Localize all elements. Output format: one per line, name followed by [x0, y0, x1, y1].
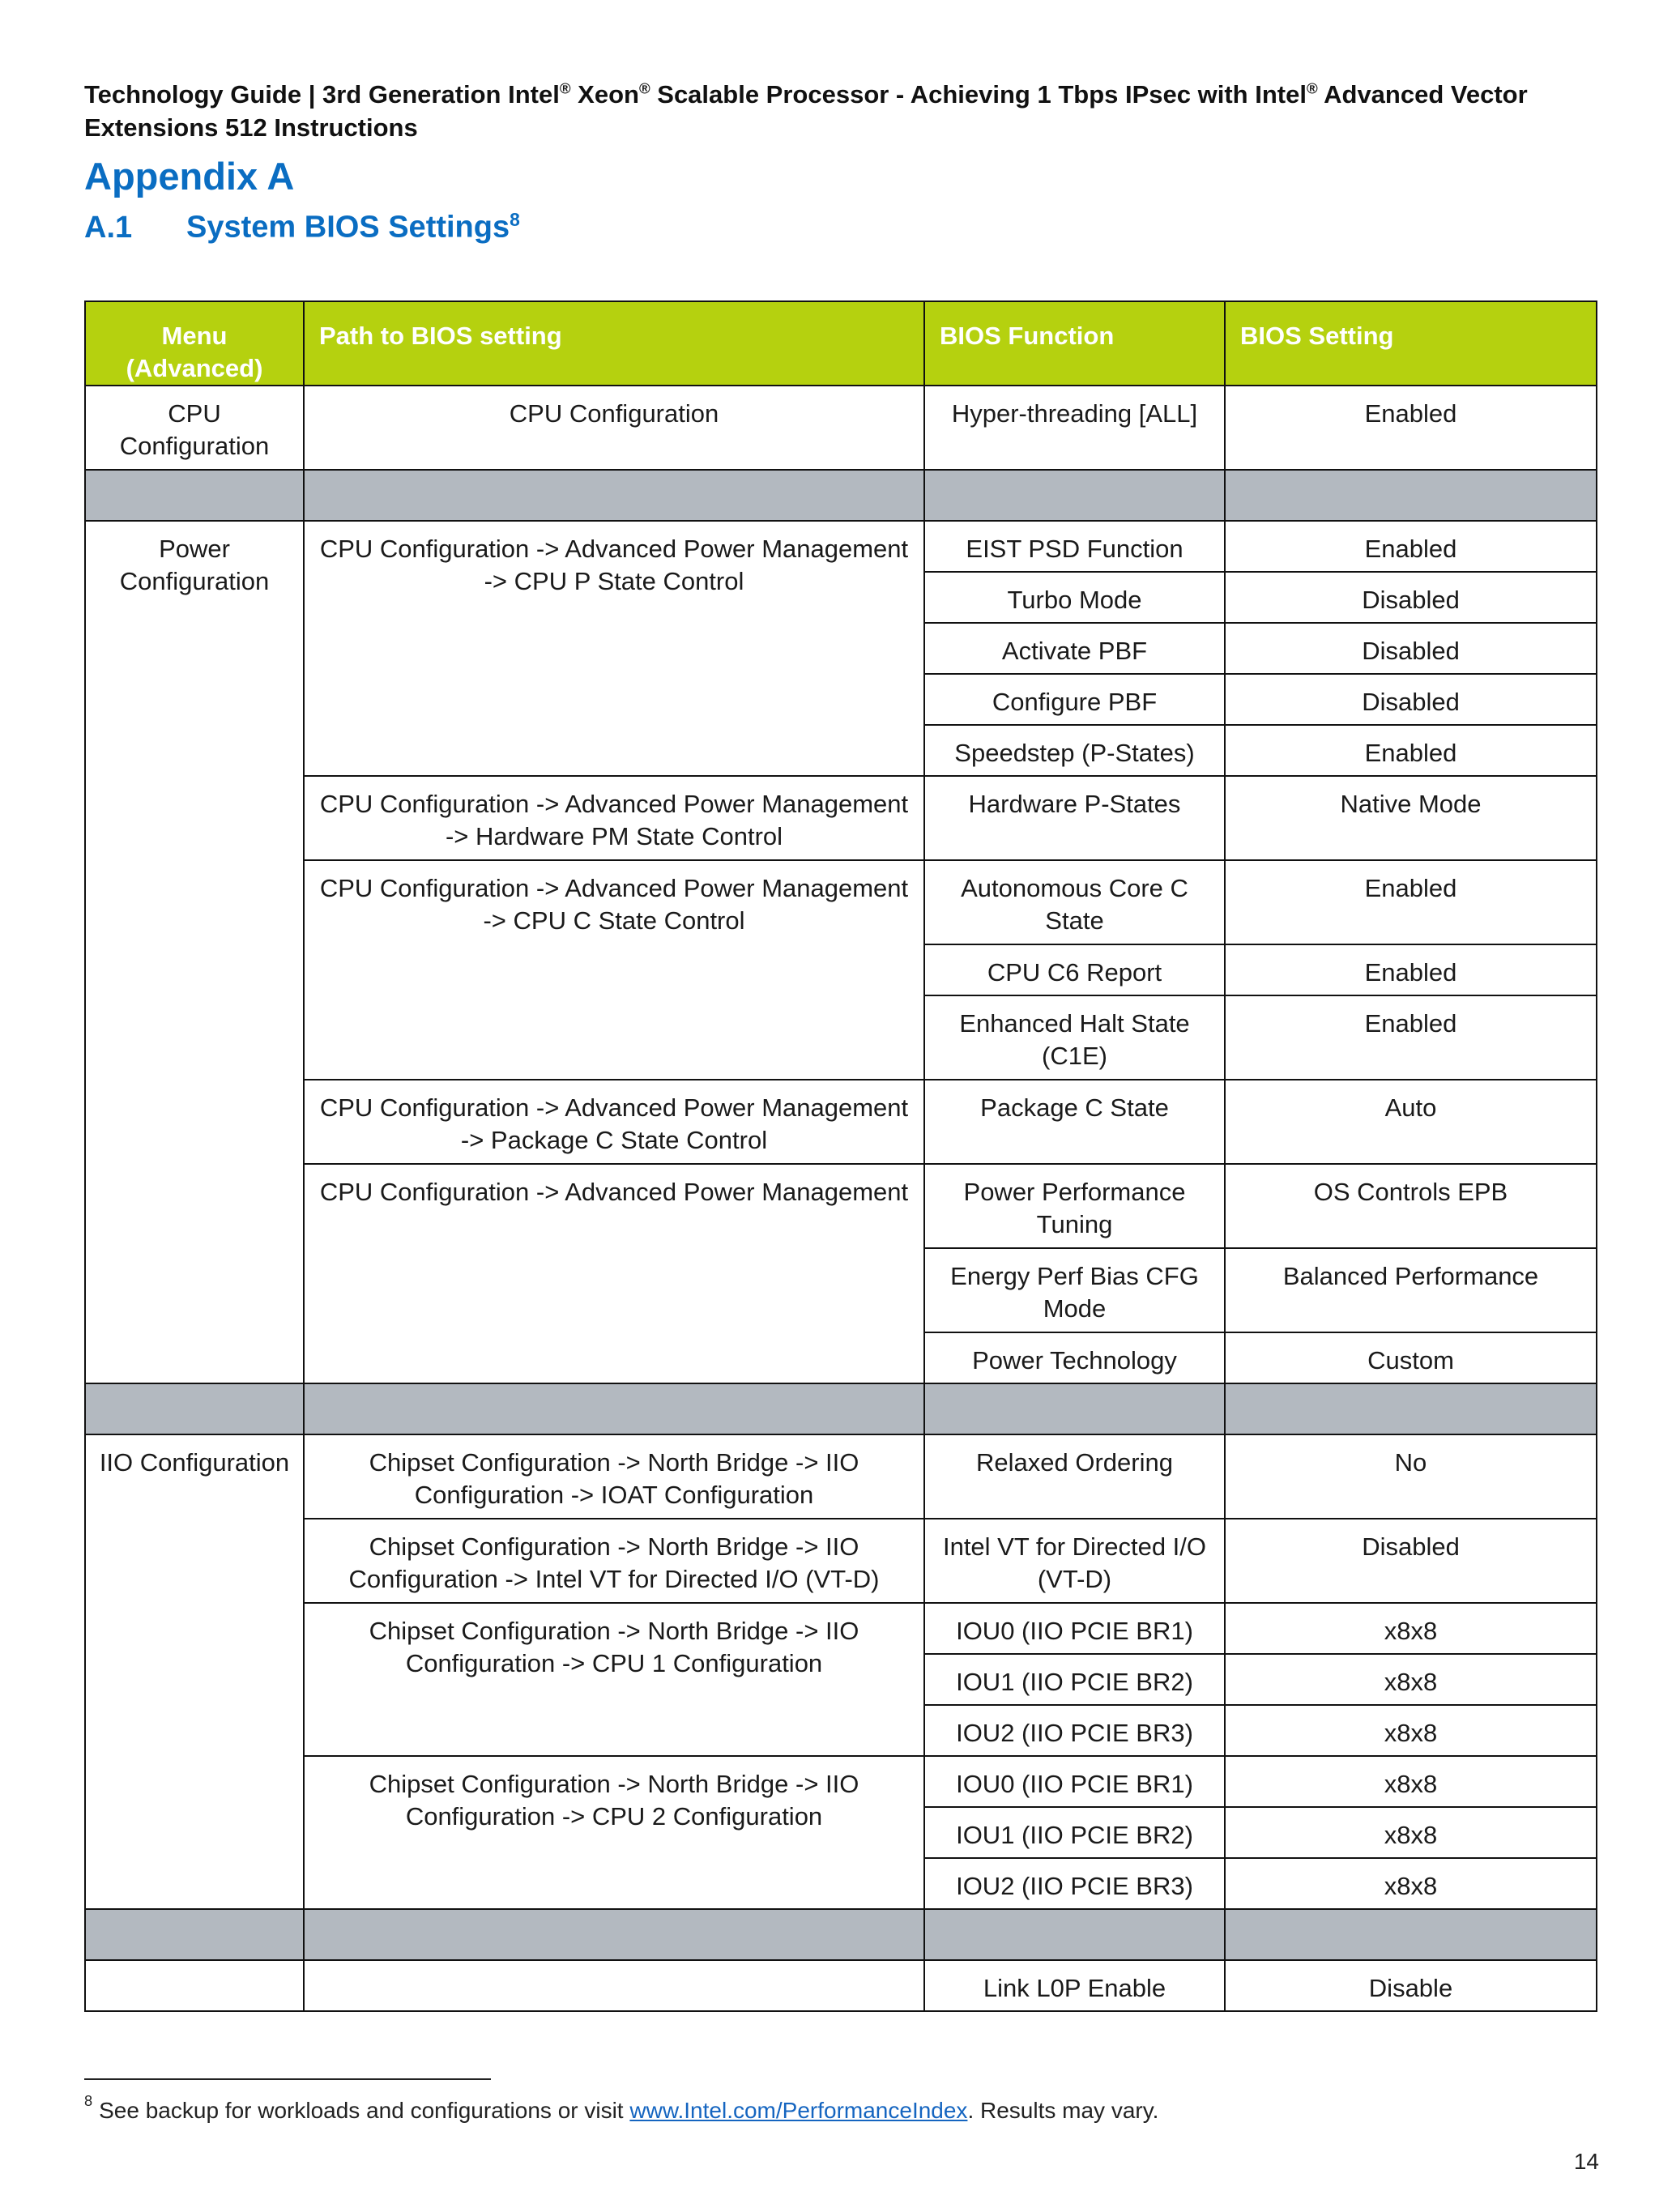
- setting-cell: x8x8: [1225, 1807, 1597, 1858]
- menu-cell: [85, 1960, 304, 2011]
- function-cell: EIST PSD Function: [924, 521, 1225, 572]
- path-cell: CPU Configuration -> Advanced Power Management -> Hardware PM State Control: [304, 776, 924, 860]
- menu-cell: Power Configuration: [85, 521, 304, 1383]
- table-row: [85, 1434, 1597, 1519]
- header-setting: BIOS Setting: [1225, 301, 1597, 386]
- setting-cell: x8x8: [1225, 1603, 1597, 1654]
- setting-cell: Disabled: [1225, 1519, 1597, 1603]
- path-cell: CPU Configuration: [304, 386, 924, 470]
- setting-cell: Custom: [1225, 1332, 1597, 1383]
- setting-cell: Native Mode: [1225, 776, 1597, 860]
- separator-row: [85, 470, 1597, 521]
- function-cell: Turbo Mode: [924, 572, 1225, 623]
- function-cell: Relaxed Ordering: [924, 1434, 1225, 1519]
- page-number: 14: [1573, 2149, 1599, 2174]
- setting-cell: Enabled: [1225, 995, 1597, 1080]
- function-cell: Energy Perf Bias CFG Mode: [924, 1248, 1225, 1332]
- setting-cell: No: [1225, 1434, 1597, 1519]
- function-cell: Activate PBF: [924, 623, 1225, 674]
- footnote: [84, 2093, 1159, 2124]
- footnote-text-after: . Results may vary.: [967, 2098, 1159, 2123]
- footnote-divider: [84, 2078, 491, 2080]
- function-cell: Power Technology: [924, 1332, 1225, 1383]
- setting-cell: Balanced Performance: [1225, 1248, 1597, 1332]
- table-row: [85, 1080, 1597, 1164]
- setting-cell: Disable: [1225, 1960, 1597, 2011]
- function-cell: Intel VT for Directed I/O (VT-D): [924, 1519, 1225, 1603]
- function-cell: IOU2 (IIO PCIE BR3): [924, 1858, 1225, 1909]
- path-cell: CPU Configuration -> Advanced Power Management -> CPU P State Control: [304, 521, 924, 776]
- setting-cell: Enabled: [1225, 944, 1597, 995]
- function-cell: Hyper-threading [ALL]: [924, 386, 1225, 470]
- header-path: Path to BIOS setting: [304, 301, 924, 386]
- table-row: [85, 1164, 1597, 1248]
- document-header: Technology Guide | 3rd Generation Intel® Xeon® Scalable Processor - Achieving 1 Tbps IPsec with Intel® Advanced Vector Extensions 512 Instructions: [84, 79, 1528, 142]
- setting-cell: Enabled: [1225, 860, 1597, 944]
- setting-cell: Enabled: [1225, 521, 1597, 572]
- table-header-row: [85, 301, 1597, 386]
- setting-cell: x8x8: [1225, 1705, 1597, 1756]
- footnote-number: 8: [84, 2093, 93, 2109]
- path-cell: CPU Configuration -> Advanced Power Management -> Package C State Control: [304, 1080, 924, 1164]
- path-cell: Chipset Configuration -> North Bridge -> IIO Configuration -> CPU 2 Configuration: [304, 1756, 924, 1909]
- setting-cell: Disabled: [1225, 674, 1597, 725]
- table-row: [85, 521, 1597, 572]
- path-cell: CPU Configuration -> Advanced Power Management -> CPU C State Control: [304, 860, 924, 1080]
- function-cell: IOU1 (IIO PCIE BR2): [924, 1807, 1225, 1858]
- function-cell: IOU0 (IIO PCIE BR1): [924, 1756, 1225, 1807]
- setting-cell: x8x8: [1225, 1756, 1597, 1807]
- section-number: A.1: [84, 210, 133, 245]
- function-cell: Power Performance Tuning: [924, 1164, 1225, 1248]
- separator-row: [85, 1909, 1597, 1960]
- function-cell: Hardware P-States: [924, 776, 1225, 860]
- function-cell: Package C State: [924, 1080, 1225, 1164]
- table-row: [85, 860, 1597, 944]
- table-row: [85, 1519, 1597, 1603]
- section-title-text: System BIOS Settings: [186, 210, 510, 245]
- setting-cell: Auto: [1225, 1080, 1597, 1164]
- separator-row: [85, 1383, 1597, 1434]
- function-cell: CPU C6 Report: [924, 944, 1225, 995]
- section-title: [84, 209, 520, 245]
- function-cell: Link L0P Enable: [924, 1960, 1225, 2011]
- function-cell: IOU0 (IIO PCIE BR1): [924, 1603, 1225, 1654]
- function-cell: IOU1 (IIO PCIE BR2): [924, 1654, 1225, 1705]
- table-row: [85, 776, 1597, 860]
- setting-cell: Disabled: [1225, 623, 1597, 674]
- performance-index-link[interactable]: www.Intel.com/PerformanceIndex: [629, 2098, 968, 2123]
- function-cell: Enhanced Halt State (C1E): [924, 995, 1225, 1080]
- header-function: BIOS Function: [924, 301, 1225, 386]
- menu-cell: IIO Configuration: [85, 1434, 304, 1909]
- path-cell: Chipset Configuration -> North Bridge -> IIO Configuration -> IOAT Configuration: [304, 1434, 924, 1519]
- table-row: [85, 1756, 1597, 1807]
- setting-cell: OS Controls EPB: [1225, 1164, 1597, 1248]
- path-cell: Chipset Configuration -> North Bridge -> IIO Configuration -> Intel VT for Directed I/O (VT-D): [304, 1519, 924, 1603]
- table-row: [85, 1960, 1597, 2011]
- appendix-title: Appendix A: [84, 155, 295, 198]
- bios-settings-table: [84, 300, 1597, 2012]
- function-cell: IOU2 (IIO PCIE BR3): [924, 1705, 1225, 1756]
- setting-cell: Enabled: [1225, 386, 1597, 470]
- setting-cell: Disabled: [1225, 572, 1597, 623]
- setting-cell: x8x8: [1225, 1858, 1597, 1909]
- header-menu: Menu (Advanced): [85, 301, 304, 386]
- path-cell: [304, 1960, 924, 2011]
- footnote-text: See backup for workloads and configurations or visit: [99, 2098, 630, 2123]
- footnote-reference[interactable]: 8: [510, 209, 520, 230]
- function-cell: Autonomous Core C State: [924, 860, 1225, 944]
- table-row: [85, 386, 1597, 470]
- path-cell: CPU Configuration -> Advanced Power Management: [304, 1164, 924, 1383]
- function-cell: Configure PBF: [924, 674, 1225, 725]
- setting-cell: x8x8: [1225, 1654, 1597, 1705]
- path-cell: Chipset Configuration -> North Bridge -> IIO Configuration -> CPU 1 Configuration: [304, 1603, 924, 1756]
- setting-cell: Enabled: [1225, 725, 1597, 776]
- menu-cell: CPU Configuration: [85, 386, 304, 470]
- function-cell: Speedstep (P-States): [924, 725, 1225, 776]
- table-row: [85, 1603, 1597, 1654]
